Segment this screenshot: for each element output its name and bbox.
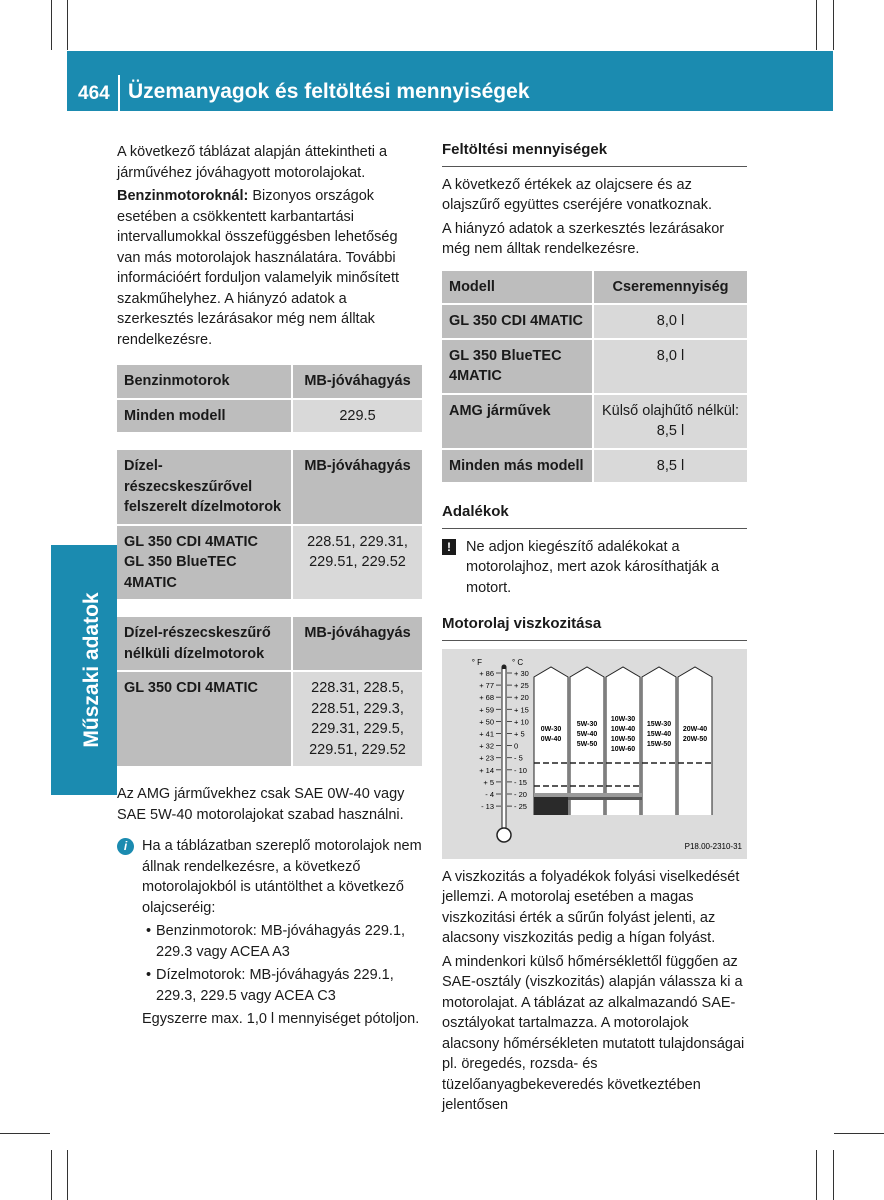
- viscosity-paragraph: A mindenkori külső hőmérséklettől függően az SAE-osztály (viszkozitás) alapján válassza ki a motorolajat. A táblázat az alkalmazandó SAE-osztályokat tartalmazza. A motorolajok alacsony hőmérsékleten mutatott tulajdonságai pl. öregedés, rozsda- és tüzelőanyagbekeveredés következtében jelentősen: [442, 953, 745, 1113]
- list-item: • Dízelmotorok: MB-jóváhagyás 229.1, 229.3, 229.5 vagy ACEA C3: [142, 965, 422, 1006]
- table-header-cell: MB-jóváhagyás: [293, 617, 422, 670]
- tick-label-celsius: - 15: [514, 777, 527, 787]
- fill-paragraph: A következő értékek az olajcsere és az olajszűrő együttes cseréjére vonatkoznak.: [442, 176, 713, 213]
- tick-label-celsius: - 5: [514, 753, 523, 763]
- table-cell: GL 350 BlueTEC 4MATIC: [442, 340, 592, 393]
- tick-label-fahrenheit: - 13: [481, 801, 494, 811]
- table-cell: 8,0 l: [594, 340, 747, 393]
- cold-band: [534, 797, 568, 815]
- header-divider: [118, 75, 120, 111]
- table-cell: GL 350 CDI 4MATIC: [442, 305, 592, 338]
- axis-label-celsius: ° C: [512, 657, 524, 667]
- crop-mark: [816, 1150, 817, 1200]
- approval-table-diesel-no-dpf: [115, 615, 424, 768]
- crop-mark: [834, 1133, 884, 1134]
- section-title: Feltöltési mennyiségek: [442, 140, 747, 167]
- petrol-paragraph: [117, 186, 422, 350]
- tick-label-fahrenheit: + 59: [479, 704, 494, 714]
- left-column: [117, 142, 422, 1033]
- amg-paragraph: Az AMG járművekhez csak SAE 0W-40 vagy SAE 5W-40 motorolajokat szabad használni.: [117, 786, 405, 823]
- table-cell: [117, 526, 291, 600]
- table-cell: AMG járművek: [442, 395, 592, 448]
- grade-label: 5W-50: [576, 740, 598, 748]
- grade-label: 5W-40: [576, 730, 598, 738]
- tick-label-fahrenheit: + 68: [479, 692, 494, 702]
- table-header-cell: MB-jóváhagyás: [293, 365, 422, 398]
- intro-paragraph: A következő táblázat alapján áttekintheti a járművéhez jóváhagyott motorolajokat.: [117, 144, 388, 181]
- tick-label-fahrenheit: + 86: [479, 668, 494, 678]
- table-header-cell: Cseremennyiség: [594, 271, 747, 304]
- model-name: GL 350 CDI 4MATIC: [124, 533, 259, 550]
- fill-paragraph: A hiányzó adatok a szerkesztés lezárásakor még nem álltak rendelkezésre.: [442, 220, 725, 257]
- warning-note: [442, 537, 747, 599]
- table-cell: GL 350 CDI 4MATIC: [117, 672, 291, 766]
- grade-label: 20W-50: [682, 735, 708, 743]
- tick-label-celsius: 0: [514, 741, 519, 751]
- tick-label-celsius: + 20: [514, 692, 529, 702]
- axis-label-fahrenheit: ° F: [471, 657, 482, 667]
- tick-label-celsius: + 25: [514, 680, 529, 690]
- tick-label-fahrenheit: + 77: [479, 680, 494, 690]
- info-note: [117, 836, 422, 1033]
- table-cell: Minden modell: [117, 400, 291, 433]
- crop-mark: [833, 1150, 834, 1200]
- viscosity-diagram-graphic: [442, 649, 747, 859]
- table-row: [442, 340, 747, 393]
- grade-label: 15W-50: [646, 740, 672, 748]
- bullet-list: [142, 921, 422, 1006]
- thermometer-bulb: [497, 828, 511, 842]
- table-row: [442, 450, 747, 483]
- grade-label: 0W-30: [540, 725, 562, 733]
- tick-label-celsius: - 25: [514, 801, 527, 811]
- warning-text: Ne adjon kiegészítő adalékokat a motorolajhoz, mert azok károsíthatják a motort.: [466, 538, 720, 596]
- table-cell: 8,0 l: [594, 305, 747, 338]
- crop-mark: [0, 1133, 50, 1134]
- section-title: Adalékok: [442, 502, 747, 529]
- grade-label: 15W-30: [646, 720, 672, 728]
- grade-label: 20W-40: [682, 725, 708, 733]
- refill-note: Egyszerre max. 1,0 l mennyiséget pótoljon.: [142, 1011, 420, 1027]
- tick-label-fahrenheit: + 23: [479, 753, 494, 763]
- list-item: • Benzinmotorok: MB-jóváhagyás 229.1, 229.3 vagy ACEA A3: [142, 921, 422, 962]
- right-column: [442, 140, 747, 1119]
- section-title: Motorolaj viszkozitása: [442, 614, 747, 641]
- table-cell: 8,5 l: [594, 450, 747, 483]
- page-title: Üzemanyagok és feltöltési mennyiségek: [128, 80, 530, 103]
- viscosity-paragraph: A viszkozitás a folyadékok folyási viselkedését jellemzi. A motorolaj esetében a magas viszkozitási érték a sűrűn folyást jelenti, az alacsony viszkozitás pedig a hígan folyást.: [442, 868, 740, 946]
- table-header-cell: MB-jóváhagyás: [293, 450, 422, 524]
- page-number: 464: [78, 83, 110, 104]
- figure-reference: P18.00-2310-31: [684, 841, 742, 851]
- grade-label: 0W-40: [540, 735, 562, 743]
- capacity-table: [440, 269, 749, 485]
- warning-icon: !: [442, 539, 456, 555]
- table-header-cell: Benzinmotorok: [117, 365, 291, 398]
- viscosity-diagram: [442, 649, 747, 859]
- cold-band: [534, 793, 642, 797]
- crop-mark: [67, 0, 68, 50]
- grade-label: 15W-40: [646, 730, 672, 738]
- table-header-cell: Dízel-részecskeszűrővel felszerelt dízelmotorok: [117, 450, 291, 524]
- crop-mark: [816, 0, 817, 50]
- tick-label-fahrenheit: + 5: [483, 777, 494, 787]
- model-name: GL 350 BlueTEC 4MATIC: [124, 554, 237, 591]
- tick-label-celsius: + 5: [514, 729, 525, 738]
- grade-label: 10W-30: [610, 715, 636, 723]
- info-text: Ha a táblázatban szereplő motorolajok nem állnak rendelkezésre, a következő motorolajokból is utántölthet a következő olajcseréig:: [142, 838, 422, 916]
- grade-label: 10W-50: [610, 735, 636, 743]
- grade-label: 10W-40: [610, 725, 636, 733]
- info-icon: i: [117, 838, 134, 855]
- tick-label-celsius: + 15: [514, 704, 529, 714]
- table-header-cell: Dízel-részecskeszűrő nélküli dízelmotorok: [117, 617, 291, 670]
- table-cell: 229.5: [293, 400, 422, 433]
- table-cell: 228.51, 229.31, 229.51, 229.52: [293, 526, 422, 600]
- info-body: [142, 836, 422, 1033]
- tick-label-celsius: + 30: [514, 668, 529, 678]
- table-header-cell: Modell: [442, 271, 592, 304]
- crop-mark: [833, 0, 834, 50]
- crop-mark: [67, 1150, 68, 1200]
- tick-label-fahrenheit: + 32: [479, 741, 494, 751]
- approval-table-petrol: [115, 363, 424, 434]
- tick-label-fahrenheit: + 41: [479, 729, 494, 738]
- table-cell: Külső olajhűtő nélkül: 8,5 l: [594, 395, 747, 448]
- tick-label-celsius: - 20: [514, 789, 527, 799]
- tick-label-celsius: + 10: [514, 716, 529, 726]
- approval-table-diesel-dpf: [115, 448, 424, 601]
- grade-label: 5W-30: [576, 720, 598, 728]
- tick-label-fahrenheit: + 50: [479, 716, 494, 726]
- table-cell: Minden más modell: [442, 450, 592, 483]
- crop-mark: [51, 1150, 52, 1200]
- table-row: [442, 395, 747, 448]
- tick-label-fahrenheit: - 4: [485, 789, 494, 799]
- crop-mark: [51, 0, 52, 50]
- tick-label-celsius: - 10: [514, 765, 527, 775]
- petrol-text: Bizonyos országok esetében a csökkentett karbantartási intervallumokkal összefüggésben lehetőség van más motorolajok használatára. További információért forduljon valamelyik minősített szakműhelyhez. A hiányzó adatok a szerkesztés lezárásakor még nem álltak rendelkezésre.: [117, 188, 400, 348]
- petrol-label: Benzinmotoroknál:: [117, 188, 249, 204]
- section-tab-label: Műszaki adatok: [80, 592, 103, 748]
- table-row: [442, 305, 747, 338]
- tick-label-fahrenheit: + 14: [479, 765, 494, 775]
- table-cell: 228.31, 228.5, 228.51, 229.3, 229.31, 229.5, 229.51, 229.52: [293, 672, 422, 766]
- cold-band: [568, 797, 642, 800]
- grade-label: 10W-60: [610, 745, 636, 753]
